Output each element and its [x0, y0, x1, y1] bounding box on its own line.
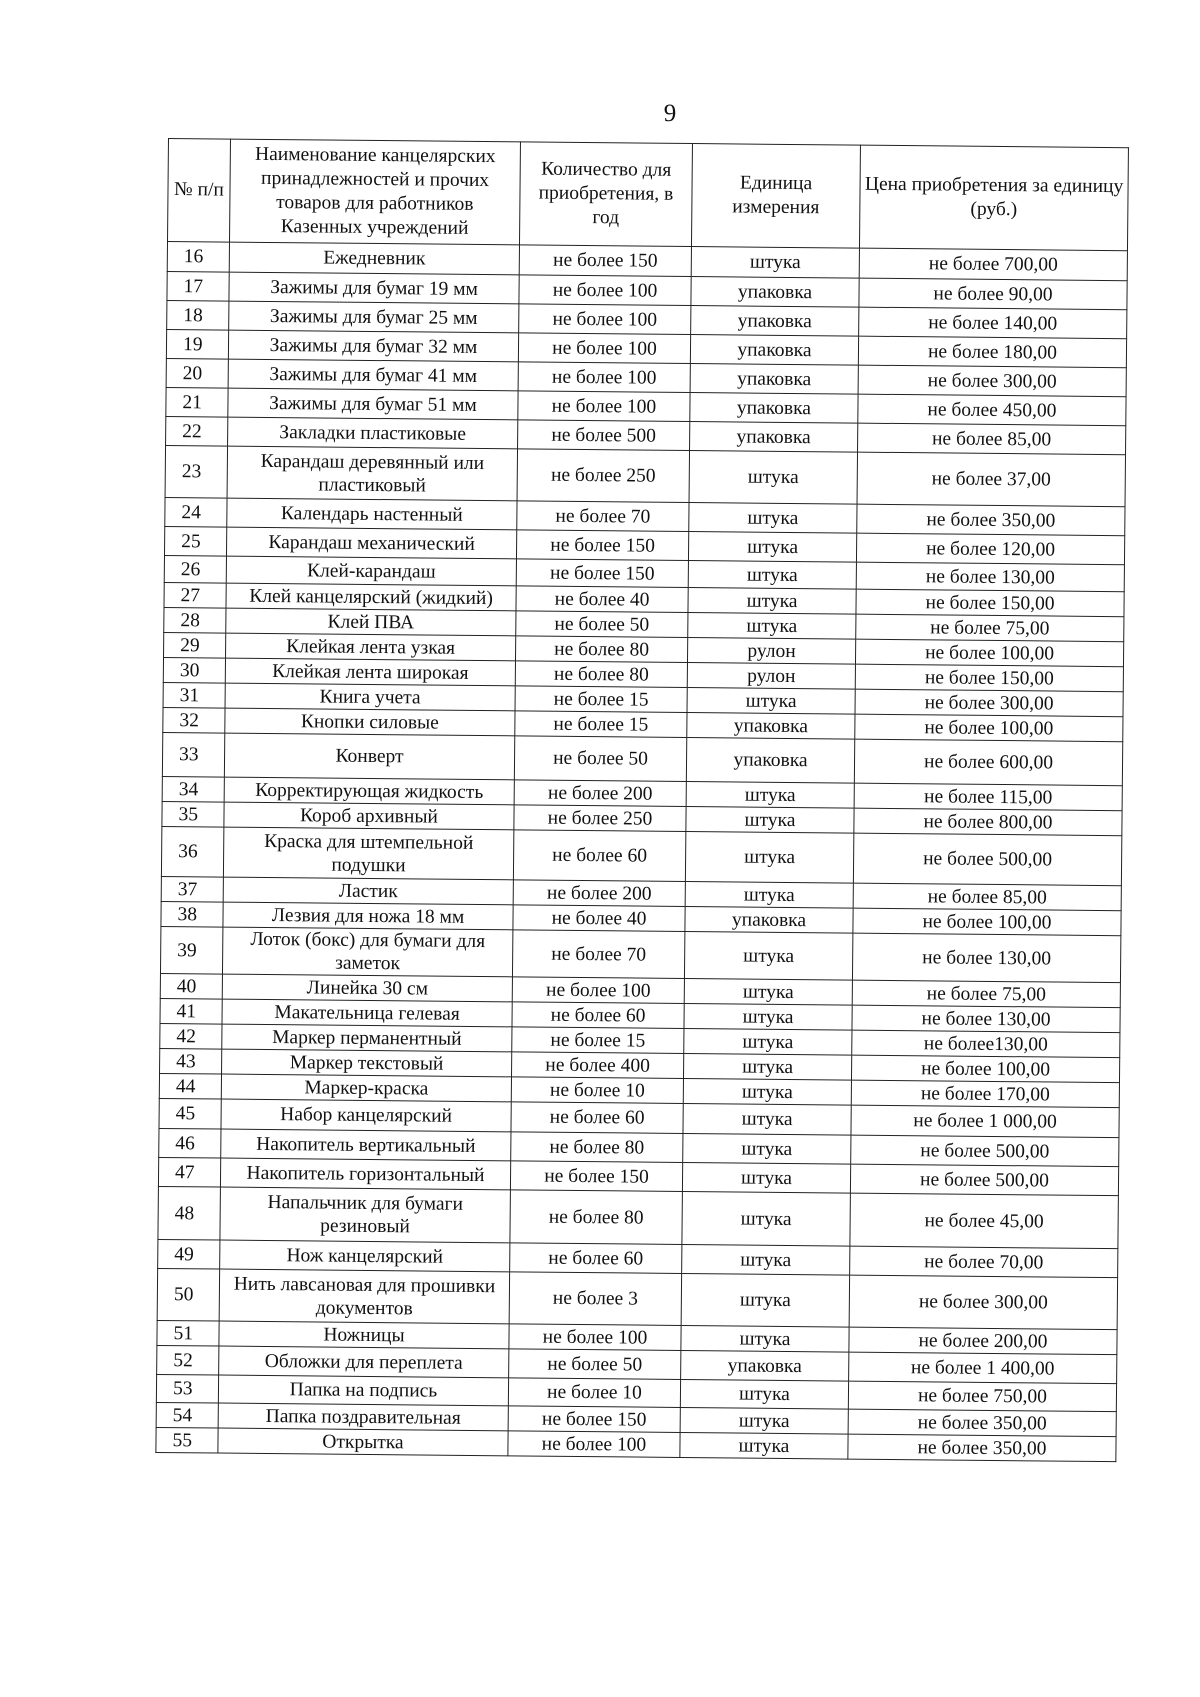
- cell-quantity: не более 150: [516, 530, 688, 561]
- cell-unit: упаковка: [686, 738, 854, 784]
- cell-price: не более 115,00: [854, 783, 1122, 811]
- cell-item-name: Зажимы для бумаг 51 мм: [228, 388, 518, 420]
- cell-item-name: Зажимы для бумаг 19 мм: [229, 272, 519, 304]
- cell-unit: штука: [681, 1325, 849, 1352]
- cell-quantity: не более 150: [519, 245, 691, 277]
- cell-unit: штука: [688, 588, 856, 615]
- cell-number: 28: [164, 607, 226, 633]
- cell-unit: штука: [684, 931, 852, 980]
- cell-number: 49: [158, 1239, 220, 1269]
- cell-price: не более 120,00: [856, 533, 1124, 565]
- cell-item-name: Зажимы для бумаг 41 мм: [228, 359, 518, 391]
- cell-quantity: не более 100: [519, 275, 691, 306]
- cell-item-name: Конверт: [224, 733, 514, 780]
- cell-price: не более 180,00: [858, 336, 1126, 368]
- cell-quantity: не более 100: [518, 333, 690, 364]
- cell-unit: штука: [682, 1244, 850, 1275]
- cell-number: 33: [162, 732, 224, 777]
- cell-item-name: Маркер текстовый: [222, 1049, 512, 1077]
- cell-number: 16: [167, 242, 229, 273]
- cell-item-name: Клейкая лента широкая: [225, 658, 515, 686]
- cell-number: 55: [156, 1427, 218, 1453]
- cell-item-name: Напальчник для бумаги резиновый: [220, 1187, 510, 1243]
- cell-item-name: Нож канцелярский: [220, 1240, 510, 1272]
- cell-quantity: не более 100: [509, 1324, 681, 1351]
- cell-price: не более 200,00: [849, 1327, 1117, 1355]
- cell-unit: штука: [687, 688, 855, 715]
- cell-price: не более 750,00: [848, 1381, 1116, 1412]
- cell-unit: штука: [680, 1379, 848, 1409]
- cell-quantity: не более 3: [509, 1272, 681, 1326]
- cell-number: 20: [166, 358, 228, 388]
- cell-price: не более 800,00: [854, 808, 1122, 836]
- cell-unit: штука: [685, 832, 853, 884]
- cell-quantity: не более 80: [515, 636, 687, 663]
- cell-price: не более 100,00: [855, 639, 1123, 667]
- cell-item-name: Зажимы для бумаг 25 мм: [229, 301, 519, 333]
- cell-unit: упаковка: [685, 906, 853, 933]
- cell-item-name: Клейкая лента узкая: [226, 633, 516, 661]
- cell-quantity: не более 15: [515, 711, 687, 738]
- header-num: № п/п: [168, 139, 231, 243]
- cell-number: 50: [157, 1268, 219, 1321]
- cell-number: 21: [166, 387, 228, 417]
- cell-quantity: не более 60: [511, 1102, 683, 1134]
- header-row: [168, 139, 1129, 251]
- cell-number: 29: [164, 632, 226, 658]
- cell-quantity: не более 80: [511, 1132, 683, 1163]
- cell-item-name: Лоток (бокс) для бумаги для заметок: [222, 927, 512, 977]
- cell-number: 24: [165, 497, 227, 527]
- cell-number: 44: [159, 1073, 221, 1099]
- supplies-table: [155, 138, 1129, 1462]
- cell-item-name: Карандаш механический: [226, 527, 516, 559]
- cell-price: не более 100,00: [855, 714, 1123, 742]
- header-unit: Единица измерения: [691, 144, 860, 249]
- cell-quantity: не более 500: [518, 420, 690, 451]
- cell-item-name: Корректирующая жидкость: [224, 777, 514, 805]
- cell-quantity: не более 150: [516, 559, 688, 588]
- cell-price: не более 130,00: [852, 933, 1120, 983]
- cell-price: не более 300,00: [855, 689, 1123, 717]
- cell-item-name: Клей-карандаш: [226, 556, 516, 586]
- table-header: [168, 139, 1129, 251]
- cell-quantity: не более 100: [508, 1431, 680, 1458]
- cell-unit: упаковка: [687, 713, 855, 740]
- cell-number: 18: [167, 300, 229, 330]
- cell-price: не более 45,00: [850, 1193, 1118, 1249]
- cell-item-name: Набор канцелярский: [221, 1099, 511, 1132]
- cell-price: не более 70,00: [850, 1246, 1118, 1278]
- page-number: 9: [663, 100, 677, 127]
- cell-number: 53: [156, 1374, 218, 1403]
- cell-unit: штука: [686, 782, 854, 809]
- cell-number: 17: [167, 271, 229, 301]
- cell-unit: упаковка: [690, 393, 858, 424]
- cell-number: 27: [164, 582, 226, 608]
- cell-unit: штука: [686, 807, 854, 834]
- cell-unit: штука: [682, 1162, 850, 1193]
- cell-price: не более 100,00: [853, 908, 1121, 936]
- cell-price: не более 1 400,00: [849, 1352, 1117, 1384]
- cell-quantity: не более 150: [508, 1406, 680, 1433]
- cell-quantity: не более 150: [510, 1161, 682, 1192]
- cell-quantity: не более 40: [513, 905, 685, 932]
- cell-unit: штука: [688, 561, 856, 590]
- cell-unit: штука: [689, 503, 857, 534]
- cell-item-name: Кнопки силовые: [225, 708, 515, 736]
- cell-unit: штука: [684, 1003, 852, 1030]
- cell-quantity: не более 200: [514, 780, 686, 807]
- cell-number: 23: [165, 445, 227, 498]
- table-row: [165, 445, 1125, 506]
- table-body: [156, 242, 1128, 1462]
- cell-number: 48: [158, 1186, 221, 1240]
- cell-item-name: Ножницы: [219, 1321, 509, 1349]
- cell-price: не более 100,00: [851, 1055, 1119, 1083]
- cell-number: 37: [161, 876, 223, 902]
- cell-number: 26: [164, 555, 226, 583]
- cell-unit: упаковка: [691, 306, 859, 337]
- cell-number: 19: [166, 329, 228, 359]
- cell-number: 47: [158, 1157, 220, 1187]
- cell-number: 54: [156, 1402, 218, 1428]
- cell-quantity: не более 15: [515, 686, 687, 713]
- cell-number: 34: [162, 776, 224, 802]
- cell-item-name: Маркер перманентный: [222, 1024, 512, 1052]
- cell-number: 32: [163, 707, 225, 733]
- cell-number: 42: [160, 1023, 222, 1049]
- cell-price: не более 85,00: [853, 883, 1121, 911]
- cell-number: 39: [160, 926, 222, 974]
- cell-price: не более 500,00: [851, 1135, 1119, 1167]
- cell-unit: рулон: [687, 638, 855, 665]
- cell-item-name: Зажимы для бумаг 32 мм: [228, 330, 518, 362]
- cell-price: не более 90,00: [859, 278, 1127, 310]
- cell-price: не более 300,00: [858, 365, 1126, 397]
- cell-price: не более 140,00: [859, 307, 1127, 339]
- cell-quantity: не более 50: [516, 611, 688, 638]
- cell-price: не более 350,00: [848, 1434, 1116, 1462]
- cell-quantity: не более 100: [512, 977, 684, 1004]
- cell-item-name: Накопитель вертикальный: [221, 1129, 511, 1161]
- cell-quantity: не более 10: [511, 1077, 683, 1104]
- cell-item-name: Календарь настенный: [227, 498, 517, 530]
- cell-unit: штука: [688, 532, 856, 563]
- cell-item-name: Книга учета: [225, 683, 515, 711]
- cell-number: 45: [159, 1098, 221, 1129]
- cell-unit: штука: [689, 451, 857, 505]
- cell-number: 41: [160, 998, 222, 1024]
- cell-unit: упаковка: [690, 422, 858, 453]
- cell-item-name: Клей ПВА: [226, 608, 516, 636]
- cell-item-name: Ежедневник: [229, 242, 519, 275]
- cell-quantity: не более 100: [518, 362, 690, 393]
- cell-quantity: не более 50: [509, 1349, 681, 1380]
- cell-number: 52: [157, 1345, 219, 1375]
- cell-quantity: не более 60: [510, 1243, 682, 1274]
- cell-quantity: не более 250: [514, 805, 686, 832]
- cell-unit: штука: [691, 247, 859, 279]
- cell-price: не более 85,00: [858, 423, 1126, 455]
- cell-price: не более 700,00: [859, 248, 1127, 281]
- cell-item-name: Линейка 30 см: [222, 974, 512, 1002]
- header-price: Цена приобретения за единицу (руб.): [859, 145, 1128, 251]
- cell-unit: штука: [683, 1133, 851, 1164]
- cell-item-name: Лезвия для ножа 18 мм: [223, 902, 513, 930]
- cell-price: не более 1 000,00: [851, 1105, 1119, 1138]
- cell-unit: штука: [683, 1078, 851, 1105]
- cell-number: 46: [159, 1128, 221, 1158]
- cell-price: не более130,00: [852, 1030, 1120, 1058]
- cell-price: не более 170,00: [851, 1080, 1119, 1108]
- cell-item-name: Обложки для переплета: [219, 1346, 509, 1378]
- cell-number: 30: [163, 657, 225, 683]
- cell-price: не более 37,00: [857, 452, 1125, 507]
- cell-price: не более 350,00: [857, 504, 1125, 536]
- header-name: Наименование канцелярских принадлежностей и прочих товаров для работников Казенных учреждений: [230, 139, 521, 245]
- cell-quantity: не более 70: [517, 501, 689, 532]
- cell-number: 43: [160, 1048, 222, 1074]
- cell-quantity: не более 50: [514, 736, 686, 782]
- cell-unit: штука: [681, 1273, 849, 1327]
- cell-price: не более 75,00: [852, 980, 1120, 1008]
- cell-unit: упаковка: [691, 277, 859, 308]
- cell-price: не более 500,00: [853, 833, 1121, 886]
- cell-quantity: не более 80: [515, 661, 687, 688]
- cell-item-name: Папка поздравительная: [218, 1403, 508, 1431]
- cell-item-name: Макательница гелевая: [222, 999, 512, 1027]
- cell-unit: штука: [684, 978, 852, 1005]
- cell-number: 40: [160, 973, 222, 999]
- cell-unit: упаковка: [690, 364, 858, 395]
- cell-item-name: Клей канцелярский (жидкий): [226, 583, 516, 611]
- cell-price: не более 75,00: [856, 614, 1124, 642]
- cell-item-name: Маркер-краска: [221, 1074, 511, 1102]
- cell-number: 22: [166, 416, 228, 446]
- cell-item-name: Открытка: [218, 1428, 508, 1456]
- cell-quantity: не более 80: [510, 1190, 683, 1245]
- cell-price: не более 150,00: [856, 589, 1124, 617]
- cell-unit: штука: [688, 613, 856, 640]
- cell-price: не более 130,00: [852, 1005, 1120, 1033]
- cell-quantity: не более 100: [519, 304, 691, 335]
- cell-item-name: Карандаш деревянный или пластиковый: [227, 446, 517, 501]
- cell-quantity: не более 400: [512, 1052, 684, 1079]
- cell-quantity: не более 100: [518, 391, 690, 422]
- table-row: [158, 1186, 1118, 1248]
- cell-item-name: Накопитель горизонтальный: [220, 1158, 510, 1190]
- cell-unit: штука: [685, 882, 853, 909]
- cell-quantity: не более 200: [513, 880, 685, 907]
- cell-unit: штука: [682, 1191, 851, 1246]
- cell-unit: упаковка: [681, 1350, 849, 1381]
- cell-number: 38: [161, 901, 223, 927]
- cell-unit: штука: [680, 1432, 848, 1459]
- header-qty: Количество для приобретения, в год: [519, 142, 692, 247]
- document-sheet: [155, 138, 1128, 1462]
- table-row: [157, 1268, 1117, 1329]
- cell-quantity: не более 60: [513, 830, 685, 882]
- cell-price: не более 450,00: [858, 394, 1126, 426]
- table-row: [161, 826, 1121, 885]
- cell-number: 35: [162, 801, 224, 827]
- cell-quantity: не более 40: [516, 586, 688, 613]
- cell-item-name: Закладки пластиковые: [228, 417, 518, 449]
- cell-quantity: не более 60: [512, 1002, 684, 1029]
- cell-number: 36: [161, 826, 223, 877]
- cell-item-name: Папка на подпись: [218, 1375, 508, 1406]
- cell-unit: штука: [683, 1103, 851, 1135]
- cell-unit: рулон: [687, 663, 855, 690]
- cell-item-name: Короб архивный: [224, 802, 514, 830]
- cell-item-name: Краска для штемпельной подушки: [223, 827, 513, 880]
- cell-number: 51: [157, 1320, 219, 1346]
- cell-item-name: Ластик: [223, 877, 513, 905]
- cell-unit: упаковка: [690, 335, 858, 366]
- cell-quantity: не более 70: [512, 930, 684, 979]
- cell-item-name: Нить лавсановая для прошивки документов: [219, 1269, 509, 1324]
- cell-price: не более 500,00: [850, 1164, 1118, 1196]
- cell-quantity: не более 10: [508, 1378, 680, 1408]
- cell-price: не более 130,00: [856, 562, 1124, 592]
- cell-unit: штука: [684, 1028, 852, 1055]
- cell-price: не более 600,00: [854, 739, 1122, 786]
- cell-unit: штука: [680, 1407, 848, 1434]
- cell-price: не более 350,00: [848, 1409, 1116, 1437]
- cell-unit: штука: [683, 1053, 851, 1080]
- cell-quantity: не более 15: [512, 1027, 684, 1054]
- cell-price: не более 150,00: [855, 664, 1123, 692]
- cell-quantity: не более 250: [517, 449, 689, 503]
- cell-number: 25: [164, 526, 226, 556]
- cell-price: не более 300,00: [849, 1275, 1117, 1330]
- cell-number: 31: [163, 682, 225, 708]
